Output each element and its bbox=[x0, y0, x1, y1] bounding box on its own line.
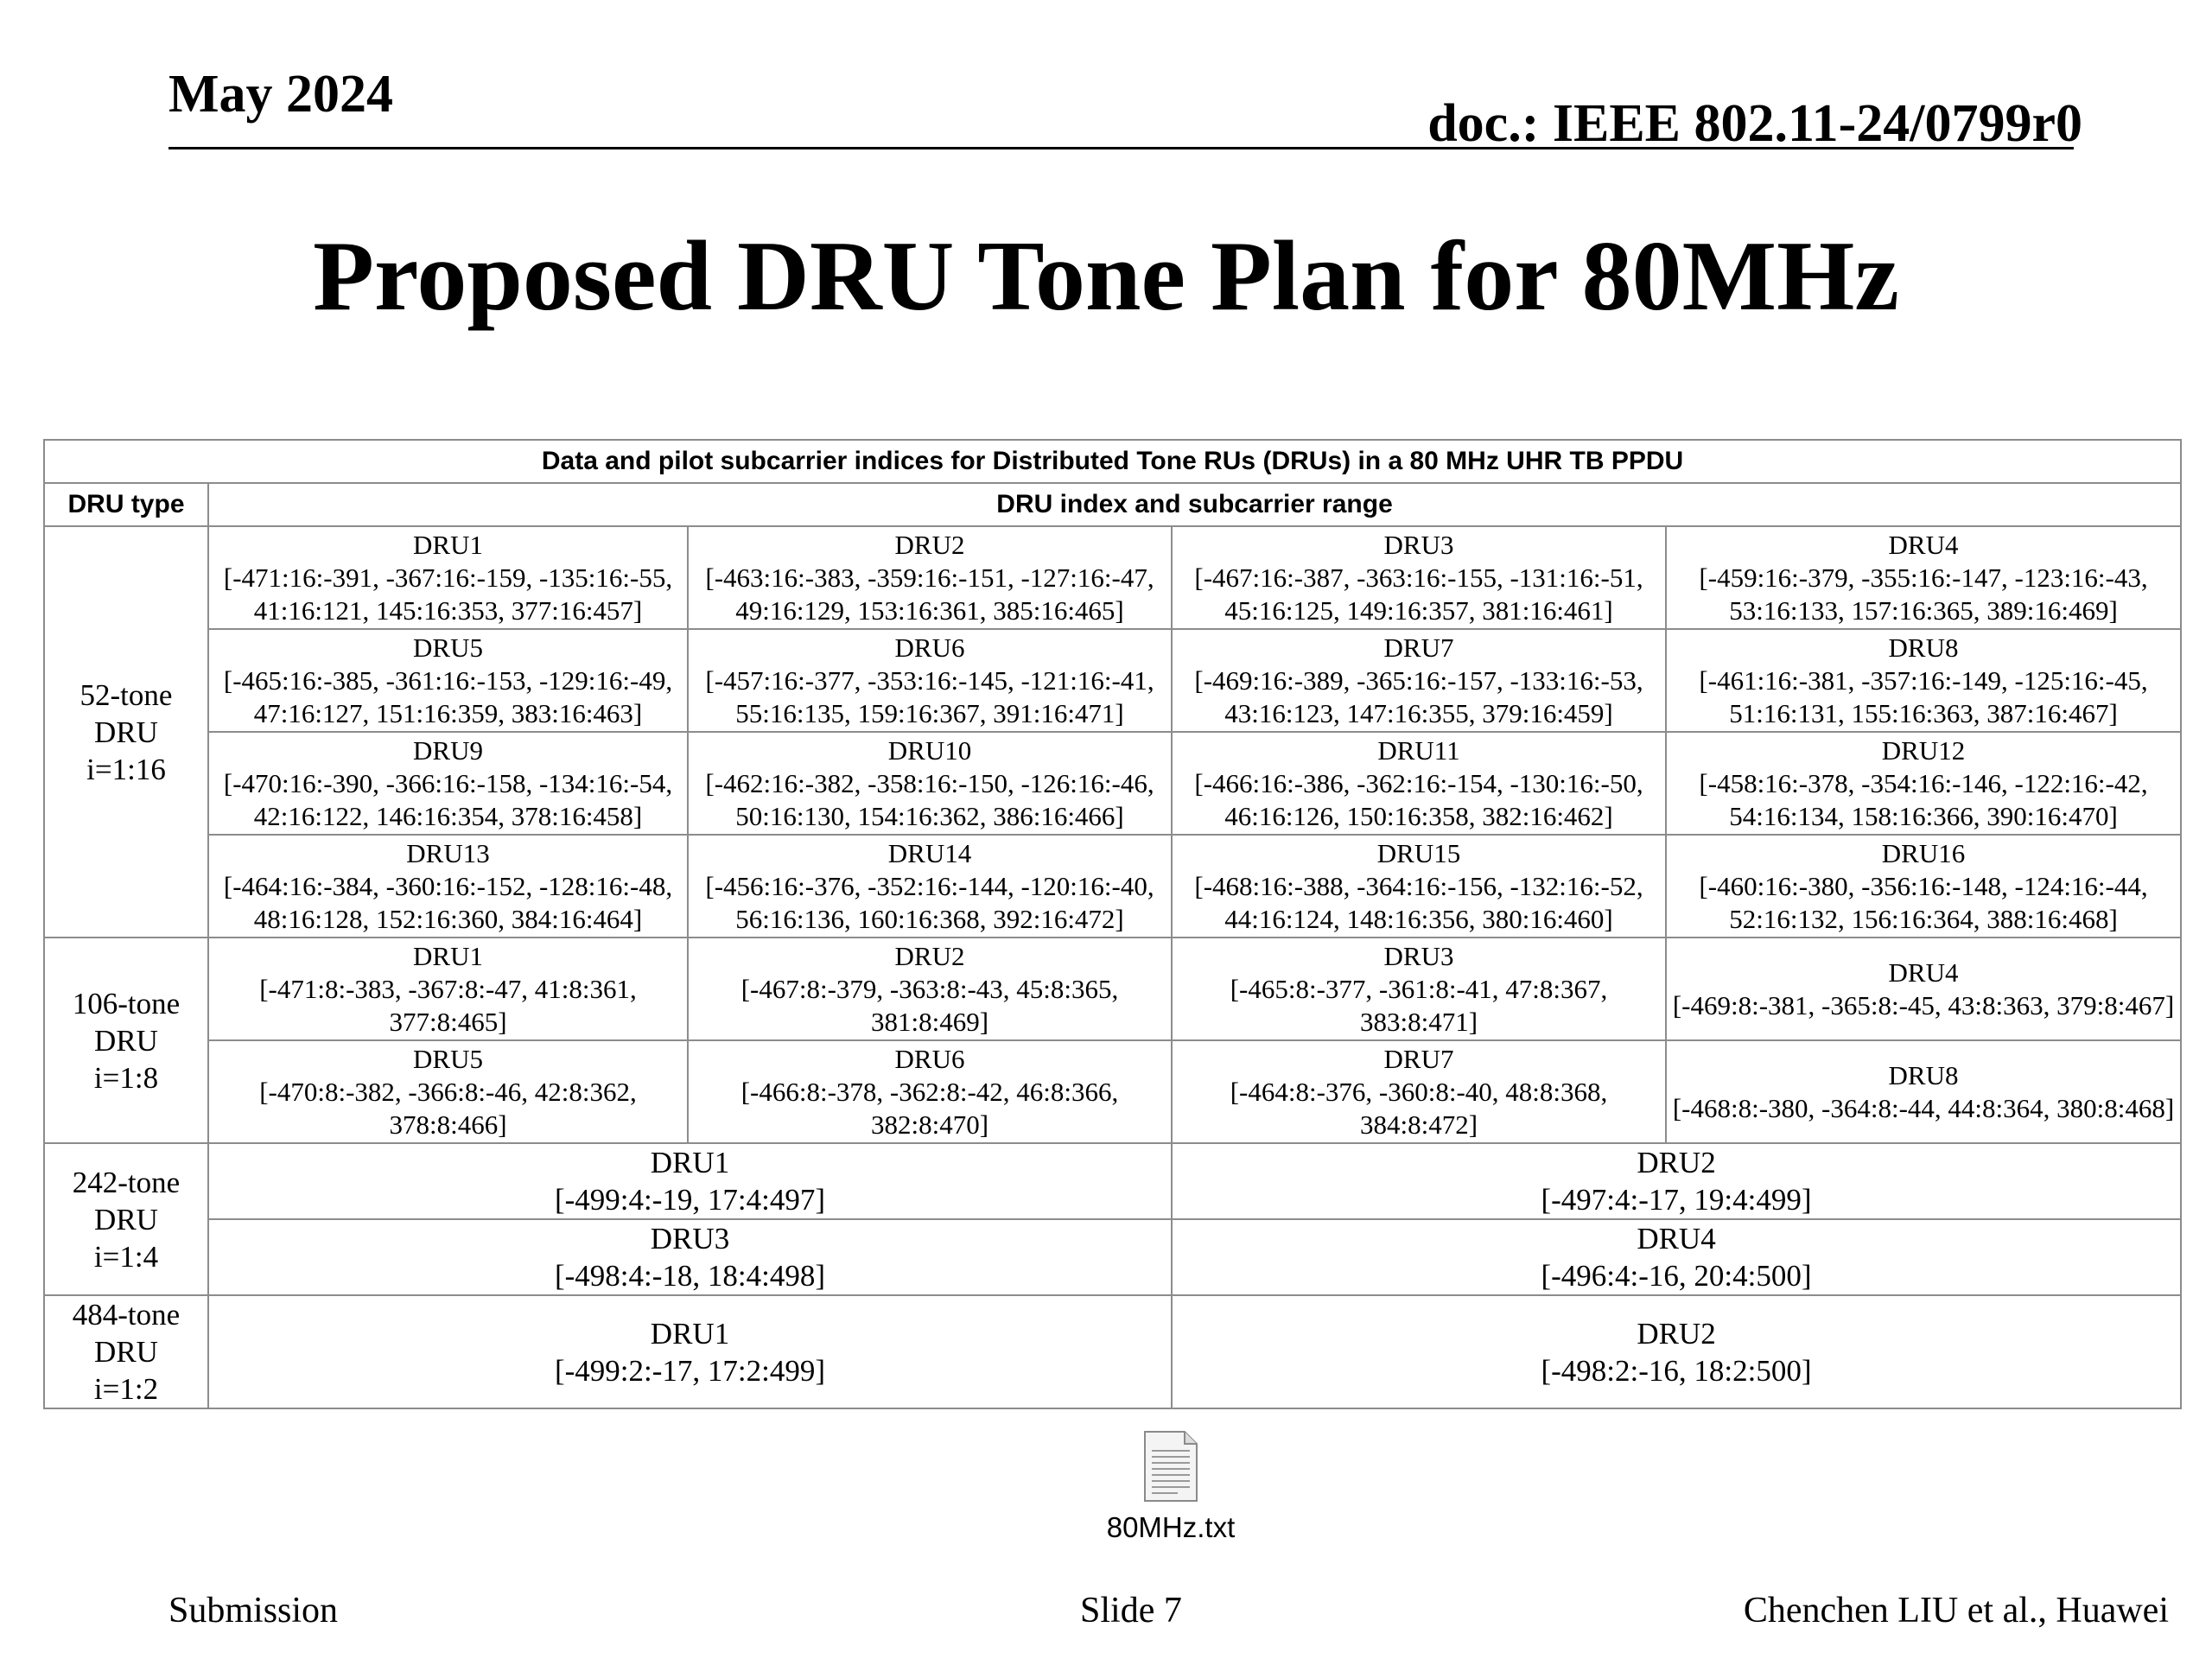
dru-name: DRU1 bbox=[413, 940, 483, 971]
text-file-icon[interactable] bbox=[1143, 1430, 1198, 1503]
dru-cell bbox=[688, 526, 1172, 629]
dru-subcarrier-range: [-498:4:-18, 18:4:498] bbox=[554, 1259, 826, 1293]
dru-cell bbox=[1172, 1040, 1666, 1143]
table-row bbox=[44, 1295, 2181, 1408]
dru-name: DRU5 bbox=[413, 632, 483, 663]
table-row bbox=[44, 526, 2181, 629]
dru-name: DRU6 bbox=[894, 1043, 965, 1074]
dru-name: DRU13 bbox=[406, 837, 490, 868]
dru-subcarrier-range: [-461:16:-381, -357:16:-149, -125:16:-45, 51:16:131, 155:16:363, 387:16:467] bbox=[1699, 664, 2148, 728]
dru-type-cell bbox=[44, 938, 208, 1143]
dru-cell bbox=[1172, 732, 1666, 835]
attachment-filename[interactable]: 80MHz.txt bbox=[1106, 1511, 1236, 1543]
dru-cell bbox=[208, 835, 688, 938]
dru-subcarrier-range: [-464:16:-384, -360:16:-152, -128:16:-48, 48:16:128, 152:16:360, 384:16:464] bbox=[223, 870, 673, 934]
dru-cell bbox=[208, 1295, 1172, 1408]
dru-name: DRU15 bbox=[1376, 837, 1461, 868]
dru-cell bbox=[1666, 732, 2181, 835]
dru-name: DRU8 bbox=[1888, 632, 1959, 663]
table-row bbox=[44, 1143, 2181, 1219]
dru-subcarrier-range: [-496:4:-16, 20:4:500] bbox=[1541, 1259, 1812, 1293]
dru-subcarrier-range: [-468:16:-388, -364:16:-156, -132:16:-52, 44:16:124, 148:16:356, 380:16:460] bbox=[1194, 870, 1643, 934]
dru-subcarrier-range: [-466:8:-378, -362:8:-42, 46:8:366, 382:8:470] bbox=[741, 1076, 1119, 1140]
table-row bbox=[44, 732, 2181, 835]
attachment[interactable] bbox=[1084, 1430, 1257, 1544]
dru-subcarrier-range: [-469:16:-389, -365:16:-157, -133:16:-53, 43:16:123, 147:16:355, 379:16:459] bbox=[1194, 664, 1643, 728]
dru-subcarrier-range: [-458:16:-378, -354:16:-146, -122:16:-42, 54:16:134, 158:16:366, 390:16:470] bbox=[1699, 767, 2148, 831]
dru-subcarrier-range: [-459:16:-379, -355:16:-147, -123:16:-43, 53:16:133, 157:16:365, 389:16:469] bbox=[1699, 562, 2148, 626]
footer-author: Chenchen LIU et al., Huawei bbox=[1743, 1591, 2169, 1630]
dru-tone-plan-table bbox=[43, 439, 2182, 1409]
dru-type-cell bbox=[44, 1295, 208, 1408]
dru-cell bbox=[1666, 629, 2181, 732]
dru-cell bbox=[688, 732, 1172, 835]
dru-cell bbox=[688, 629, 1172, 732]
dru-cell bbox=[688, 1040, 1172, 1143]
header-date: May 2024 bbox=[168, 65, 394, 124]
header-doc-number: doc.: IEEE 802.11-24/0799r0 bbox=[1427, 94, 2082, 153]
dru-cell bbox=[1172, 1219, 2181, 1295]
dru-type-line: DRU bbox=[94, 1202, 158, 1236]
dru-name: DRU4 bbox=[1888, 529, 1959, 560]
header-divider bbox=[168, 147, 2074, 149]
dru-name: DRU1 bbox=[413, 529, 483, 560]
footer-submission: Submission bbox=[168, 1591, 339, 1630]
dru-name: DRU12 bbox=[1881, 734, 1966, 766]
dru-name: DRU6 bbox=[894, 632, 965, 663]
dru-name: DRU9 bbox=[413, 734, 483, 766]
dru-name: DRU3 bbox=[1383, 940, 1454, 971]
dru-name: DRU3 bbox=[1383, 529, 1454, 560]
dru-cell bbox=[1172, 1143, 2181, 1219]
dru-cell bbox=[208, 1143, 1172, 1219]
dru-cell bbox=[1666, 835, 2181, 938]
dru-name: DRU3 bbox=[650, 1222, 730, 1255]
dru-subcarrier-range: [-470:16:-390, -366:16:-158, -134:16:-54, 42:16:122, 146:16:354, 378:16:458] bbox=[223, 767, 673, 831]
table-row bbox=[44, 938, 2181, 1040]
dru-type-line: i=1:2 bbox=[93, 1372, 159, 1406]
table-row bbox=[44, 835, 2181, 938]
dru-subcarrier-range: [-499:2:-17, 17:2:499] bbox=[554, 1353, 826, 1388]
dru-name: DRU11 bbox=[1377, 734, 1460, 766]
dru-cell bbox=[688, 835, 1172, 938]
dru-cell bbox=[1172, 629, 1666, 732]
dru-subcarrier-range: [-457:16:-377, -353:16:-145, -121:16:-41, 55:16:135, 159:16:367, 391:16:471] bbox=[705, 664, 1154, 728]
dru-subcarrier-range: [-467:8:-379, -363:8:-43, 45:8:365, 381:8:469] bbox=[741, 973, 1119, 1037]
dru-name: DRU7 bbox=[1383, 1043, 1454, 1074]
dru-name: DRU2 bbox=[894, 940, 965, 971]
dru-subcarrier-range: [-471:16:-391, -367:16:-159, -135:16:-55, 41:16:121, 145:16:353, 377:16:457] bbox=[223, 562, 673, 626]
dru-name: DRU2 bbox=[1637, 1316, 1716, 1351]
dru-subcarrier-range: [-463:16:-383, -359:16:-151, -127:16:-47, 49:16:129, 153:16:361, 385:16:465] bbox=[705, 562, 1154, 626]
dru-cell bbox=[1172, 1295, 2181, 1408]
dru-type-line: 106-tone bbox=[72, 986, 181, 1020]
dru-subcarrier-range: [-466:16:-386, -362:16:-154, -130:16:-50, 46:16:126, 150:16:358, 382:16:462] bbox=[1194, 767, 1643, 831]
dru-type-line: i=1:8 bbox=[93, 1060, 159, 1095]
dru-name: DRU14 bbox=[887, 837, 972, 868]
dru-type-line: DRU bbox=[94, 1335, 158, 1369]
dru-name: DRU2 bbox=[894, 529, 965, 560]
dru-cell bbox=[208, 629, 688, 732]
slide-title: Proposed DRU Tone Plan for 80MHz bbox=[313, 221, 1899, 332]
column-header-dru-range: DRU index and subcarrier range bbox=[208, 483, 2181, 526]
dru-name: DRU5 bbox=[413, 1043, 483, 1074]
dru-cell bbox=[1172, 835, 1666, 938]
dru-subcarrier-range: [-499:4:-19, 17:4:497] bbox=[554, 1183, 826, 1217]
dru-subcarrier-range: [-471:8:-383, -367:8:-47, 41:8:361, 377:8:465] bbox=[259, 973, 637, 1037]
dru-subcarrier-range: [-467:16:-387, -363:16:-155, -131:16:-51, 45:16:125, 149:16:357, 381:16:461] bbox=[1194, 562, 1643, 626]
dru-type-line: i=1:4 bbox=[93, 1239, 159, 1274]
footer-slide-number: Slide 7 bbox=[1080, 1591, 1182, 1630]
dru-name: DRU1 bbox=[650, 1146, 730, 1179]
dru-name: DRU10 bbox=[887, 734, 972, 766]
dru-name: DRU8 bbox=[1888, 1059, 1959, 1090]
dru-subcarrier-range: [-465:16:-385, -361:16:-153, -129:16:-49, 47:16:127, 151:16:359, 383:16:463] bbox=[223, 664, 673, 728]
dru-type-cell bbox=[44, 1143, 208, 1295]
dru-cell bbox=[1172, 938, 1666, 1040]
dru-cell bbox=[208, 938, 688, 1040]
dru-cell bbox=[1666, 526, 2181, 629]
dru-cell bbox=[1172, 526, 1666, 629]
dru-name: DRU4 bbox=[1888, 957, 1959, 988]
dru-subcarrier-range: [-470:8:-382, -366:8:-46, 42:8:362, 378:8:466] bbox=[259, 1076, 637, 1140]
dru-subcarrier-range: [-497:4:-17, 19:4:499] bbox=[1541, 1183, 1812, 1217]
dru-cell bbox=[208, 1040, 688, 1143]
dru-subcarrier-range: [-462:16:-382, -358:16:-150, -126:16:-46, 50:16:130, 154:16:362, 386:16:466] bbox=[705, 767, 1154, 831]
dru-cell bbox=[688, 938, 1172, 1040]
dru-type-cell bbox=[44, 526, 208, 938]
dru-subcarrier-range: [-498:2:-16, 18:2:500] bbox=[1541, 1353, 1812, 1388]
table-row bbox=[44, 1219, 2181, 1295]
table-row bbox=[44, 629, 2181, 732]
dru-name: DRU7 bbox=[1383, 632, 1454, 663]
dru-name: DRU16 bbox=[1881, 837, 1966, 868]
dru-type-line: i=1:16 bbox=[86, 752, 166, 786]
dru-cell bbox=[208, 526, 688, 629]
dru-cell bbox=[208, 732, 688, 835]
table-row bbox=[44, 1040, 2181, 1143]
table-caption: Data and pilot subcarrier indices for Distributed Tone RUs (DRUs) in a 80 MHz UHR TB PPDU bbox=[44, 440, 2181, 483]
dru-cell bbox=[1666, 1040, 2181, 1143]
dru-subcarrier-range: [-456:16:-376, -352:16:-144, -120:16:-40, 56:16:136, 160:16:368, 392:16:472] bbox=[705, 870, 1154, 934]
dru-name: DRU4 bbox=[1637, 1222, 1716, 1255]
dru-name: DRU2 bbox=[1637, 1146, 1716, 1179]
dru-type-line: DRU bbox=[94, 715, 158, 749]
dru-subcarrier-range: [-464:8:-376, -360:8:-40, 48:8:368, 384:8:472] bbox=[1230, 1076, 1608, 1140]
column-header-dru-type: DRU type bbox=[44, 483, 208, 526]
dru-subcarrier-range: [-460:16:-380, -356:16:-148, -124:16:-44, 52:16:132, 156:16:364, 388:16:468] bbox=[1699, 870, 2148, 934]
dru-subcarrier-range: [-465:8:-377, -361:8:-41, 47:8:367, 383:8:471] bbox=[1230, 973, 1608, 1037]
dru-cell bbox=[1666, 938, 2181, 1040]
dru-type-line: 242-tone bbox=[72, 1165, 181, 1199]
dru-cell bbox=[208, 1219, 1172, 1295]
dru-subcarrier-range: [-468:8:-380, -364:8:-44, 44:8:364, 380:8:468] bbox=[1672, 1092, 2175, 1123]
dru-subcarrier-range: [-469:8:-381, -365:8:-45, 43:8:363, 379:8:467] bbox=[1672, 989, 2175, 1020]
dru-type-line: DRU bbox=[94, 1023, 158, 1058]
dru-name: DRU1 bbox=[650, 1316, 730, 1351]
dru-type-line: 52-tone bbox=[79, 677, 173, 712]
dru-type-line: 484-tone bbox=[72, 1298, 181, 1332]
